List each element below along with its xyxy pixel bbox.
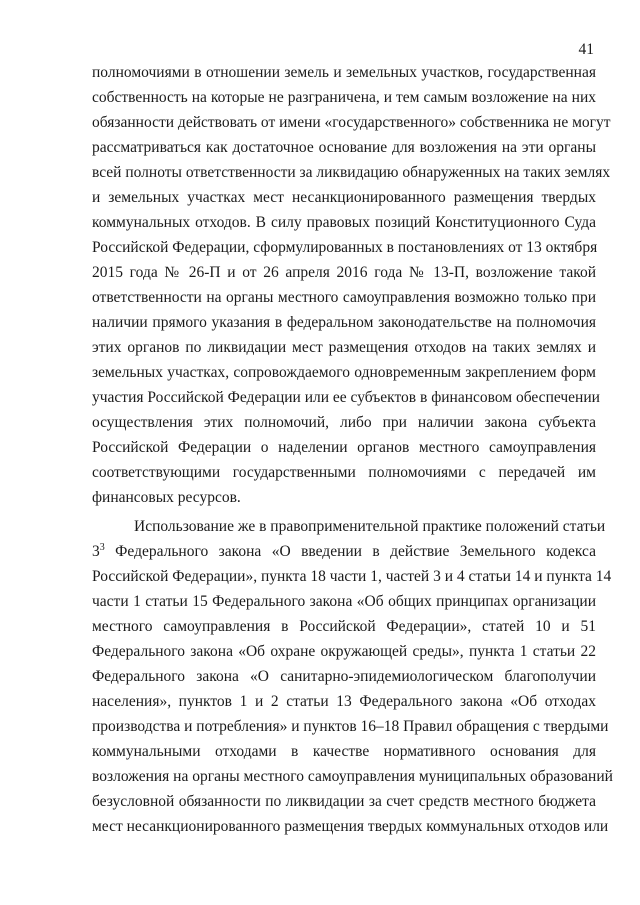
page-number: 41 [578, 41, 594, 58]
text-line: соответствующими государственными полномочиями с передачей им [92, 464, 596, 481]
text-line: Российской Федерации о наделении органов местного самоуправления [92, 439, 596, 456]
text-line: коммунальных отходов. В силу правовых позиций Конституционного Суда [92, 214, 596, 231]
text-line: Федерального закона «Об охране окружающей среды», пункта 1 статьи 22 [92, 643, 596, 660]
text-line: ответственности на органы местного самоуправления возможно только при [92, 289, 596, 306]
text-line: Использование же в правоприменительной практике положений статьи [134, 518, 606, 535]
text-line: части 1 статьи 15 Федерального закона «Об общих принципах организации [92, 593, 596, 610]
text-line: коммунальными отходами в качестве нормативного основания для [92, 743, 596, 760]
text-line: рассматриваться как достаточное основание для возложения на эти органы [92, 139, 596, 156]
paragraph-2 [92, 514, 613, 839]
text-line: земельных участках, сопровождаемого одновременным закреплением форм [92, 364, 596, 381]
text-line-with-superscript [92, 539, 596, 564]
text-line: Федерального закона «О санитарно-эпидемиологическом благополучии [92, 668, 596, 685]
text-line: собственность на которые не разграничена, и тем самым возложение на них [92, 89, 596, 106]
text-line: местного самоуправления в Российской Федерации», статей 10 и 51 [92, 618, 596, 635]
text-line: возложения на органы местного самоуправления муниципальных образований [92, 768, 613, 785]
text-line: обязанности действовать от имени «государственного» собственника не могут [92, 114, 611, 131]
text-line: производства и потребления» и пунктов 16–18 Правил обращения с твердыми [92, 718, 609, 735]
line-remainder: Федерального закона «О введении в действие Земельного кодекса [104, 543, 596, 560]
text-line: мест несанкционированного размещения твердых коммунальных отходов или [92, 818, 609, 835]
text-line: полномочиями в отношении земель и земельных участков, государственная [92, 64, 596, 81]
text-line: этих органов по ликвидации мест размещения отходов на таких землях и [92, 339, 596, 356]
text-line: безусловной обязанности по ликвидации за счет средств местного бюджета [92, 793, 596, 810]
text-line: и земельных участках мест несанкционированного размещения твердых [92, 189, 596, 206]
text-line: участия Российской Федерации или ее субъектов в финансовом обеспечении [92, 389, 600, 406]
text-line: Российской Федерации, сформулированных в постановлениях от 13 октября [92, 239, 598, 256]
article-number: 3 [92, 543, 100, 560]
text-line: осуществления этих полномочий, либо при наличии закона субъекта [92, 414, 596, 431]
text-line: Российской Федерации», пункта 18 части 1, частей 3 и 4 статьи 14 и пункта 14 [92, 568, 612, 585]
text-line: наличии прямого указания в федеральном законодательстве на полномочия [92, 314, 596, 331]
text-line: населения», пунктов 1 и 2 статьи 13 Федерального закона «Об отходах [92, 693, 596, 710]
text-line: 2015 года № 26-П и от 26 апреля 2016 года № 13-П, возложение такой [92, 264, 596, 281]
text-line: всей полноты ответственности за ликвидацию обнаруженных на таких землях [92, 164, 611, 181]
article-superscript: 3 [99, 542, 105, 553]
paragraph-1 [92, 60, 611, 510]
text-line: финансовых ресурсов. [92, 489, 241, 506]
